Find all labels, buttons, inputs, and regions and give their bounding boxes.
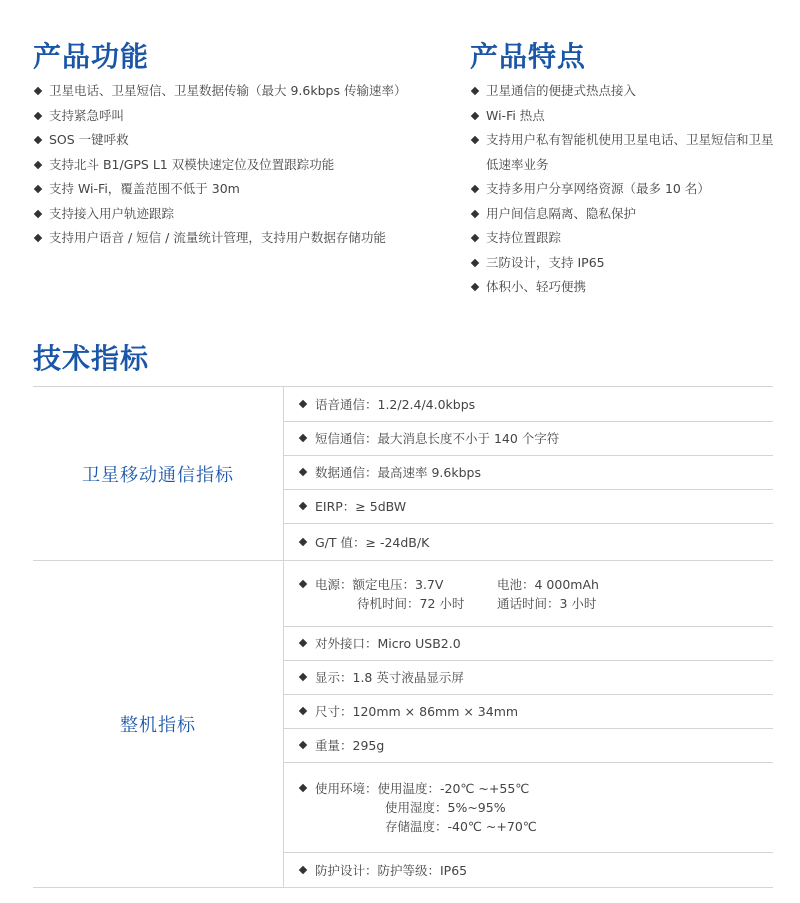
- device-specs-label: 整机指标: [33, 561, 284, 887]
- bullet-icon: [299, 673, 307, 681]
- table-row: 重量：295g: [283, 729, 773, 763]
- list-item: 支持位置跟踪: [470, 226, 775, 251]
- list-item: 用户间信息隔离、隐私保护: [470, 202, 775, 227]
- features-list: [33, 79, 453, 251]
- bullet-icon: [34, 111, 42, 119]
- bullet-icon: [299, 502, 307, 510]
- table-row: 语音通信：1.2/2.4/4.0kbps: [283, 387, 773, 422]
- table-row: 数据通信：最高速率 9.6kbps: [283, 456, 773, 490]
- list-item: 卫星电话、卫星短信、卫星数据传输（最大 9.6kbps 传输速率）: [33, 79, 453, 104]
- bullet-icon: [299, 865, 307, 873]
- bullet-icon: [299, 434, 307, 442]
- bullet-icon: [34, 209, 42, 217]
- bullet-icon: [299, 707, 307, 715]
- satellite-specs-group: [33, 387, 773, 561]
- bullet-icon: [299, 639, 307, 647]
- bullet-icon: [299, 741, 307, 749]
- specs-table: [33, 387, 773, 888]
- bullet-icon: [299, 468, 307, 476]
- table-row: 尺寸：120mm × 86mm × 34mm: [283, 695, 773, 729]
- bullet-icon: [299, 399, 307, 407]
- list-item: 三防设计，支持 IP65: [470, 251, 775, 276]
- list-item: 体积小、轻巧便携: [470, 275, 775, 300]
- bullet-icon: [471, 234, 479, 242]
- list-item: 支持 Wi-Fi，覆盖范围不低于 30m: [33, 177, 453, 202]
- table-row: 防护设计：防护等级：IP65: [283, 853, 773, 887]
- list-item: 支持北斗 B1/GPS L1 双模快速定位及位置跟踪功能: [33, 153, 453, 178]
- characteristics-list: [470, 79, 775, 300]
- list-item: 支持多用户分享网络资源（最多 10 名）: [470, 177, 775, 202]
- table-row: 显示：1.8 英寸液晶显示屏: [283, 661, 773, 695]
- list-item: 支持接入用户轨迹跟踪: [33, 202, 453, 227]
- bullet-icon: [299, 784, 307, 792]
- list-item: 支持用户语音 / 短信 / 流量统计管理，支持用户数据存储功能: [33, 226, 453, 251]
- bullet-icon: [471, 258, 479, 266]
- bullet-icon: [471, 283, 479, 291]
- bullet-icon: [34, 185, 42, 193]
- bullet-icon: [34, 136, 42, 144]
- table-row: 对外接口：Micro USB2.0: [283, 627, 773, 661]
- device-specs-group: [33, 561, 773, 888]
- bullet-icon: [471, 209, 479, 217]
- bullet-icon: [299, 579, 307, 587]
- bullet-icon: [471, 111, 479, 119]
- list-item: SOS 一键呼救: [33, 128, 453, 153]
- table-row-power: 电源：额定电压：3.7V 电池：4 000mAh 待机时间：72 小时 通话时间：3 小时: [283, 561, 773, 627]
- bullet-icon: [34, 234, 42, 242]
- characteristics-title: 产品特点: [470, 40, 587, 73]
- satellite-specs-label: 卫星移动通信指标: [33, 387, 284, 560]
- list-item: Wi-Fi 热点: [470, 104, 775, 129]
- bullet-icon: [471, 87, 479, 95]
- list-item: 支持紧急呼叫: [33, 104, 453, 129]
- specs-title: 技术指标: [33, 342, 150, 375]
- bullet-icon: [471, 136, 479, 144]
- features-title: 产品功能: [33, 40, 150, 73]
- table-row: G/T 值：≥ -24dB/K: [283, 524, 773, 560]
- list-item: 支持用户私有智能机使用卫星电话、卫星短信和卫星低速率业务: [470, 128, 775, 177]
- bullet-icon: [34, 87, 42, 95]
- table-row: 短信通信：最大消息长度不小于 140 个字符: [283, 422, 773, 456]
- bullet-icon: [299, 537, 307, 545]
- bullet-icon: [471, 185, 479, 193]
- table-row-environment: 使用环境：使用温度：-20℃ ~+55℃ 使用湿度：5%~95% 存储温度：-40℃ ~+70℃: [283, 763, 773, 853]
- list-item: 卫星通信的便捷式热点接入: [470, 79, 775, 104]
- table-row: EIRP：≥ 5dBW: [283, 490, 773, 524]
- bullet-icon: [34, 160, 42, 168]
